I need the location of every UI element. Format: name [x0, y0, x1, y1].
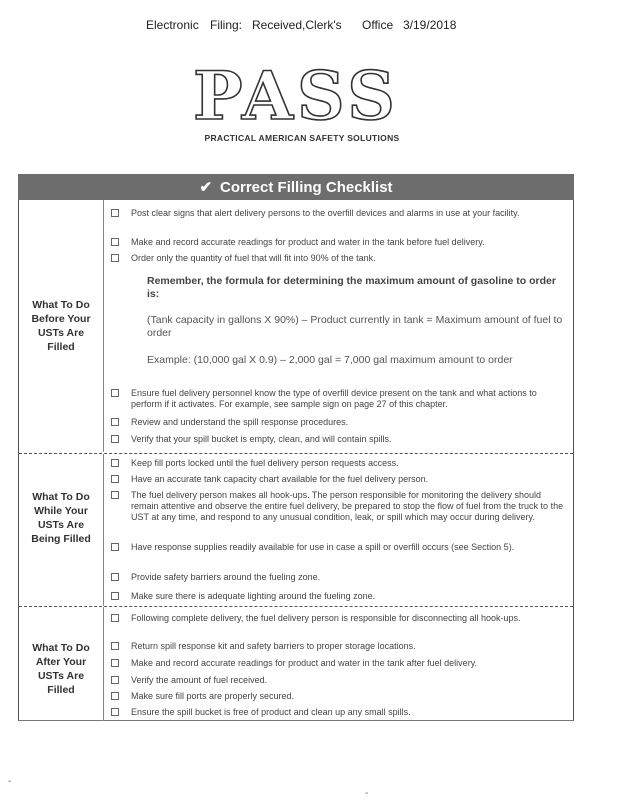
checklist-item	[111, 658, 566, 669]
item-text: Return spill response kit and safety barriers to proper storage locations.	[131, 641, 416, 651]
checkbox-icon	[111, 543, 119, 551]
checklist-item	[111, 253, 566, 264]
formula-example: Example: (10,000 gal X 0.9) – 2,000 gal = 7,000 gal maximum amount to order	[147, 354, 513, 366]
section-after	[19, 606, 573, 721]
checkmark-icon: ✔	[199, 179, 213, 196]
checklist-item	[111, 591, 566, 602]
item-text: Make sure there is adequate lighting around the fueling zone.	[131, 591, 376, 601]
formula-text: (Tank capacity in gallons X 90%) – Product currently in tank = Maximum amount of fuel to order	[147, 314, 563, 339]
checkbox-icon	[111, 418, 119, 426]
checkbox-icon	[111, 692, 119, 700]
item-text: Make and record accurate readings for product and water in the tank after fuel delivery.	[131, 658, 478, 668]
checklist-item	[111, 237, 566, 248]
logo-tagline: PRACTICAL AMERICAN SAFETY SOLUTIONS	[204, 133, 400, 143]
checkbox-icon	[111, 573, 119, 581]
scan-mark: -	[365, 788, 369, 799]
section-label-before: What To Do Before Your USTs Are Filled	[31, 299, 91, 353]
checklist-item	[111, 417, 566, 428]
item-text: Have response supplies readily available for use in case a spill or overfill occurs (see Section 5).	[131, 542, 515, 552]
checklist-item	[111, 434, 566, 445]
checkbox-icon	[111, 459, 119, 467]
item-text: Ensure the spill bucket is free of product and clean up any small spills.	[131, 707, 411, 717]
pass-logo	[185, 58, 425, 148]
item-text: Keep fill ports locked until the fuel delivery person requests access.	[131, 458, 399, 468]
item-text: The fuel delivery person makes all hook-ups. The person responsible for monitoring the delivery should remain attentive and observe the entire fuel delivery, be prepared to stop the flow of fuel from the truck to the UST at any time, and respond to any unusual condition, leak, or spill which may occur during delivery.	[131, 490, 564, 522]
section-label-while: What To Do While Your USTs Are Being Filled	[31, 491, 91, 545]
item-text: Provide safety barriers around the fueling zone.	[131, 572, 321, 582]
item-text: Make and record accurate readings for product and water in the tank before fuel delivery.	[131, 237, 485, 247]
header-received: Received,Clerk's	[252, 18, 342, 32]
item-text: Have an accurate tank capacity chart available for the fuel delivery person.	[131, 474, 429, 484]
checklist-item	[111, 458, 566, 469]
header-electronic: Electronic	[146, 18, 199, 32]
checklist-item	[111, 691, 566, 702]
checklist-item	[111, 613, 566, 624]
checklist-item	[111, 474, 566, 485]
column-divider	[103, 607, 104, 721]
checkbox-icon	[111, 491, 119, 499]
checkbox-icon	[111, 435, 119, 443]
column-divider	[103, 200, 104, 452]
header-filing: Filing:	[210, 18, 243, 32]
item-text: Verify the amount of fuel received.	[131, 675, 268, 685]
checklist-item	[111, 208, 566, 219]
item-text: Review and understand the spill response procedures.	[131, 417, 349, 427]
checkbox-icon	[111, 614, 119, 622]
checkbox-icon	[111, 389, 119, 397]
checklist-item	[111, 388, 566, 410]
section-while	[19, 453, 573, 606]
item-text: Order only the quantity of fuel that will fit into 90% of the tank.	[131, 253, 376, 263]
header-date: 3/19/2018	[403, 18, 457, 32]
section-before	[19, 200, 573, 452]
checklist-item	[111, 707, 566, 718]
item-text: Ensure fuel delivery personnel know the type of overfill device present on the tank and what actions to perform if it activates. For example, see sample sign on page 27 of this chapter.	[131, 388, 537, 409]
header-office: Office	[362, 18, 394, 32]
checklist-item	[111, 641, 566, 652]
checklist-item	[111, 490, 566, 523]
checkbox-icon	[111, 708, 119, 716]
section-label-after: What To Do After Your USTs Are Filled	[32, 642, 90, 696]
item-text: Verify that your spill bucket is empty, clean, and will contain spills.	[131, 434, 392, 444]
checklist-banner	[18, 174, 574, 200]
checklist-title: Correct Filling Checklist	[220, 178, 393, 196]
checkbox-icon	[111, 676, 119, 684]
checklist-table	[18, 200, 574, 721]
checkbox-icon	[111, 659, 119, 667]
item-text: Make sure fill ports are properly secured.	[131, 691, 295, 701]
checklist-item	[111, 675, 566, 686]
item-text: Post clear signs that alert delivery persons to the overfill devices and alarms in use at your facility.	[131, 208, 520, 218]
checklist-item	[111, 542, 566, 553]
formula-note: Remember, the formula for determining the maximum amount of gasoline to order is:	[147, 275, 556, 300]
checklist-item	[111, 572, 566, 583]
checkbox-icon	[111, 254, 119, 262]
item-text: Following complete delivery, the fuel delivery person is responsible for disconnecting all hook-ups.	[131, 613, 521, 623]
checkbox-icon	[111, 592, 119, 600]
scan-mark: -	[8, 776, 12, 787]
checkbox-icon	[111, 238, 119, 246]
logo-word: PASS	[193, 57, 399, 135]
checkbox-icon	[111, 475, 119, 483]
column-divider	[103, 454, 104, 606]
checkbox-icon	[111, 209, 119, 217]
checkbox-icon	[111, 642, 119, 650]
